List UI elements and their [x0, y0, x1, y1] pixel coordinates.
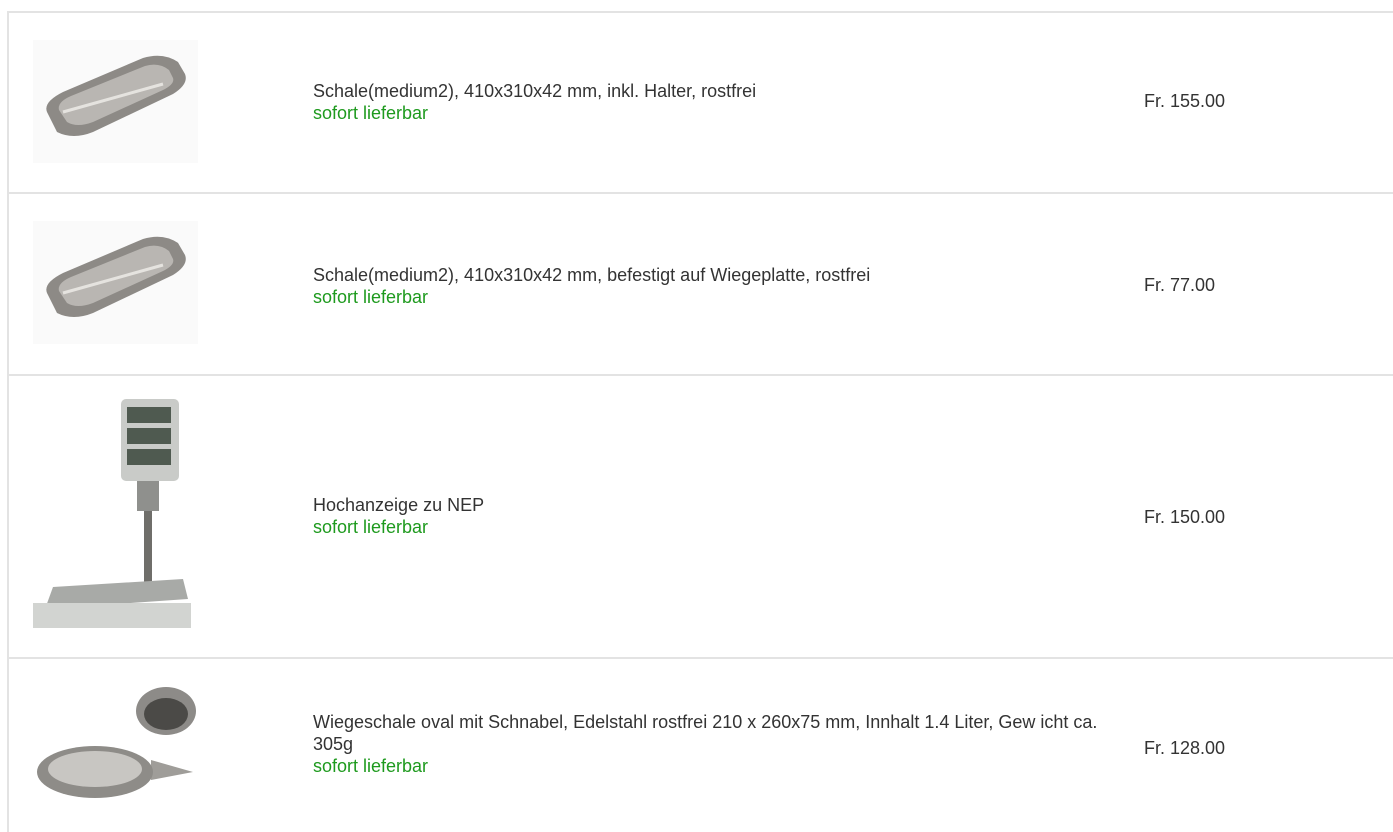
product-price: Fr. 77.00	[1144, 275, 1216, 295]
product-name[interactable]: Hochanzeige zu NEP	[313, 495, 485, 515]
product-name[interactable]: Schale(medium2), 410x310x42 mm, inkl. Halter, rostfrei	[313, 81, 757, 101]
product-row	[9, 376, 1393, 659]
product-name[interactable]: Schale(medium2), 410x310x42 mm, befestigt auf Wiegeplatte, rostfrei	[313, 265, 871, 285]
product-description	[313, 264, 1113, 308]
availability-status: sofort lieferbar	[313, 103, 429, 123]
tray-image[interactable]	[33, 221, 198, 344]
product-description	[313, 80, 1113, 124]
availability-status: sofort lieferbar	[313, 287, 429, 307]
scale-display-image[interactable]	[33, 399, 193, 628]
product-row	[9, 13, 1393, 194]
availability-status: sofort lieferbar	[313, 756, 429, 776]
product-price: Fr. 150.00	[1144, 507, 1226, 527]
product-row	[9, 194, 1393, 376]
product-price: Fr. 155.00	[1144, 91, 1226, 111]
product-row	[9, 659, 1393, 832]
product-price: Fr. 128.00	[1144, 738, 1226, 758]
weighing-bowl-image[interactable]	[33, 684, 198, 799]
tray-image[interactable]	[33, 40, 198, 163]
product-name[interactable]: Wiegeschale oval mit Schnabel, Edelstahl rostfrei 210 x 260x75 mm, Innhalt 1.4 Liter, Gew icht ca. 305g	[313, 712, 1098, 754]
product-description	[313, 494, 1113, 538]
availability-status: sofort lieferbar	[313, 517, 429, 537]
product-description	[313, 711, 1113, 777]
